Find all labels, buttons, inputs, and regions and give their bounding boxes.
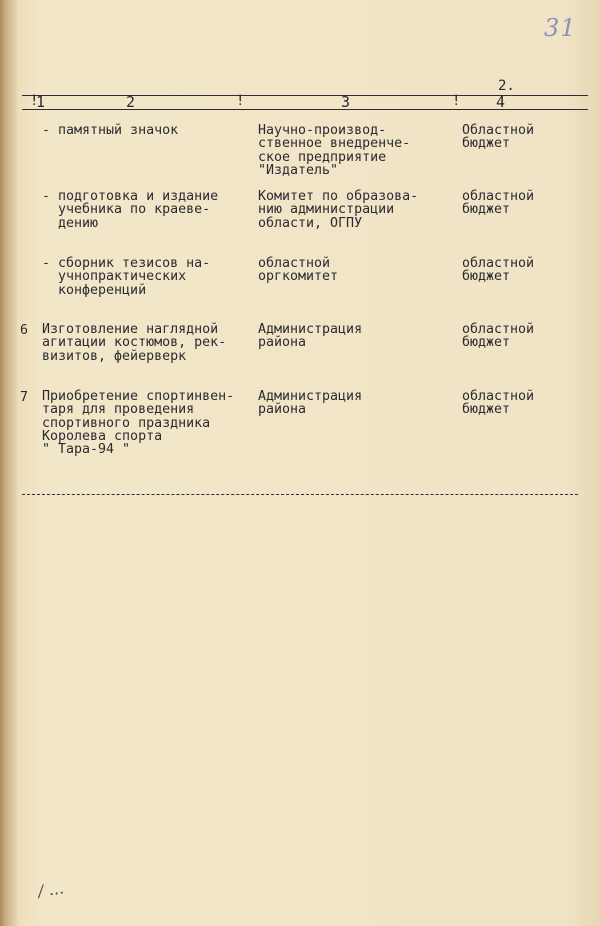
column-header-1: 1 (36, 93, 46, 111)
row-funding-source: Областной бюджет (462, 123, 535, 152)
row-item: Приобретение спортинвен- таря для проведения спортивного праздника Королева спорта " Тара-94 " (42, 389, 235, 458)
row-item: - памятный значок (42, 123, 179, 138)
row-executor: областной оргкомитет (258, 256, 339, 285)
column-separator: ! (452, 93, 461, 109)
row-funding-source: областной бюджет (462, 256, 535, 285)
table-closing-rule (22, 494, 578, 495)
row-executor: Комитет по образова- нию администрации области, ОГПУ (258, 189, 419, 231)
row-funding-source: областной бюджет (462, 189, 535, 218)
archive-page-mark: 31 (544, 14, 577, 42)
row-executor: Администрация района (258, 322, 363, 351)
row-item: Изготовление наглядной агитации костюмов, рек- визитов, фейерверк (42, 322, 227, 364)
row-funding-source: областной бюджет (462, 322, 535, 351)
column-header-4: 4 (496, 93, 506, 111)
handwritten-signature: / ... (36, 878, 65, 901)
column-header-3: 3 (341, 93, 351, 111)
column-separator: ! (30, 93, 39, 109)
row-executor: Администрация района (258, 389, 363, 418)
binding-edge (0, 0, 18, 926)
row-item: - подготовка и издание учебника по краеве- дению (42, 189, 219, 231)
row-executor: Научно-производ- ственное внедренче- ское предприятие "Издатель" (258, 123, 411, 178)
row-funding-source: областной бюджет (462, 389, 535, 418)
row-item: - сборник тезисов на- учнопрактических конференций (42, 256, 211, 298)
row-number: 6 (20, 323, 29, 338)
column-header-2: 2 (126, 93, 136, 111)
page-number: 2. (498, 78, 515, 94)
row-number: 7 (20, 390, 29, 405)
column-separator: ! (236, 93, 245, 109)
